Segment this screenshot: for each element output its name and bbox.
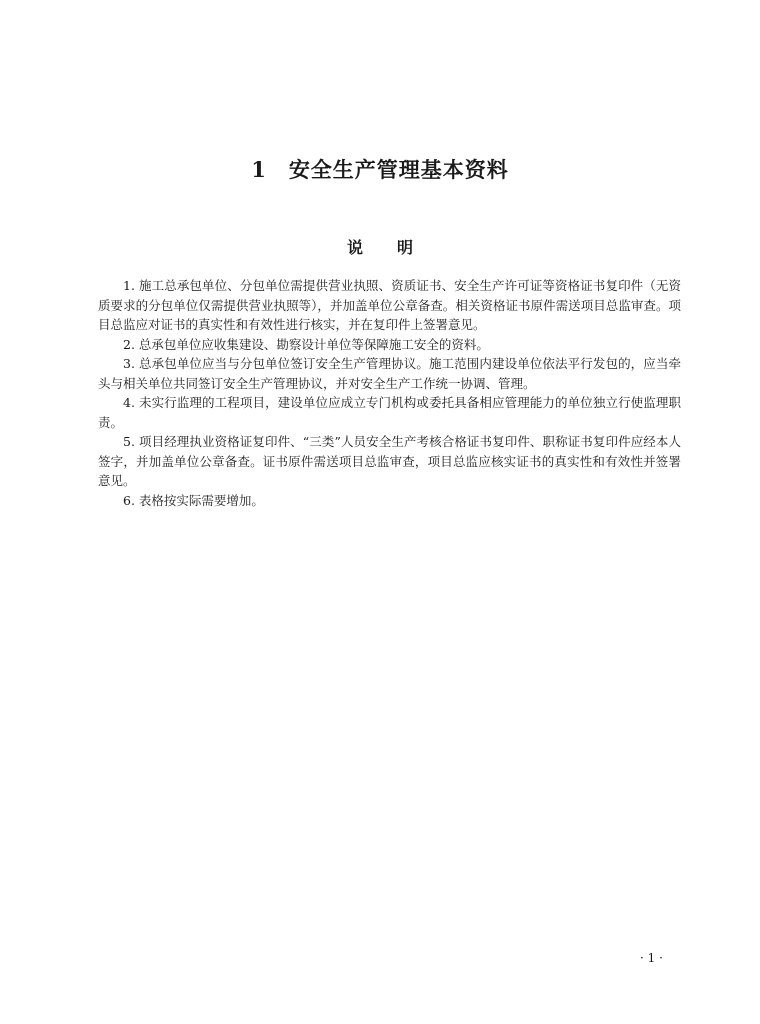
section-heading [0, 237, 760, 259]
note-item: 4. 未实行监理的工程项目，建设单位应成立专门机构或委托具备相应管理能力的单位独立行使监理职责。 [98, 395, 681, 430]
section-heading-left: 说 [346, 238, 363, 257]
page-number: · 1 · [640, 951, 663, 965]
note-item: 1. 施工总承包单位、分包单位需提供营业执照、资质证书、安全生产许可证等资格证书复印件（无资质要求的分包单位仅需提供营业执照等），并加盖单位公章备查。相关资格证书原件需送项目总监审查。项目总监应对证书的真实性和有效性进行核实，并在复印件上签署意见。 [98, 278, 681, 332]
chapter-title [0, 156, 760, 184]
chapter-number: 1 [251, 157, 267, 182]
note-item: 2. 总承包单位应收集建设、勘察设计单位等保障施工安全的资料。 [123, 336, 489, 352]
notes-list [98, 276, 681, 510]
note-item: 5. 项目经理执业资格证复印件、“三类”人员安全生产考核合格证书复印件、职称证书复印件应经本人签字，并加盖单位公章备查。证书原件需送项目总监审查，项目总监应核实证书的真实性和有效性并签署意见。 [98, 434, 681, 488]
note-item: 3. 总承包单位应当与分包单位签订安全生产管理协议。施工范围内建设单位依法平行发包的，应当牵头与相关单位共同签订安全生产管理协议，并对安全生产工作统一协调、管理。 [98, 356, 681, 391]
chapter-title-text: 安全生产管理基本资料 [288, 157, 509, 182]
note-item: 6. 表格按实际需要增加。 [123, 492, 264, 508]
section-heading-right: 明 [397, 238, 414, 257]
